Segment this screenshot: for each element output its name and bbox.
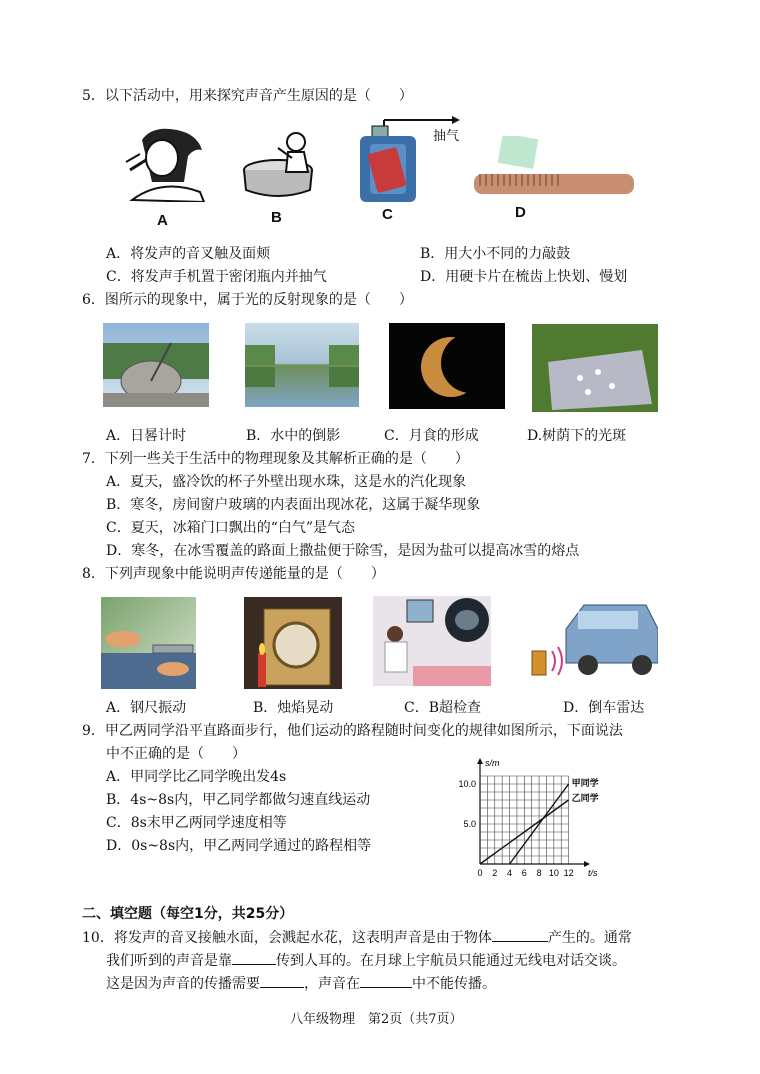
x-tick-label: 0: [477, 868, 483, 878]
y-tick-label: 5.0: [463, 819, 476, 829]
q8-image-ruler: [101, 597, 196, 689]
q5-image-d-label: D: [515, 204, 526, 221]
q5-stem: 5．以下活动中，用来探究声音产生原因的是（ ）: [82, 88, 413, 104]
x-tick-label: 6: [521, 868, 527, 878]
q8-option-c: C．B超检查: [404, 700, 481, 716]
q8-option-d: D．倒车雷达: [563, 700, 645, 716]
car-radar-icon: [528, 599, 658, 685]
q10-text: 传到人耳的。在月球上宇航员只能通过无线电对话交谈。: [276, 953, 626, 969]
q8-image-reversing-radar: [528, 599, 658, 685]
q6-option-d: D.树荫下的光斑: [527, 428, 627, 444]
light-spots-icon: [532, 324, 658, 412]
q10-text: 10．将发声的音叉接触水面，会溅起水花，这表明声音是由于物体: [82, 930, 492, 946]
y-tick-label: 10.0: [458, 779, 476, 789]
q7-option-a: A．夏天，盛冷饮的杯子外壁出现水珠，这是水的汽化现象: [106, 474, 467, 490]
q7-stem: 7．下列一些关于生活中的物理现象及其解析正确的是（ ）: [82, 451, 469, 467]
q9-stem-line1: 9．甲乙两同学沿平直路面步行，他们运动的路程随时间变化的规律如图所示，下面说法: [82, 723, 623, 739]
q10-blank-4[interactable]: [360, 973, 412, 988]
x-tick-label: 8: [536, 868, 542, 878]
q10-text: 这是因为声音的传播需要: [106, 976, 260, 992]
q5-option-b: B．用大小不同的力敲鼓: [420, 246, 571, 262]
q10-text: ，声音在: [304, 976, 360, 992]
page-footer: 八年级物理 第2页（共7页）: [290, 1012, 463, 1027]
series-label: 乙同学: [571, 793, 599, 803]
q5-option-a: A．将发声的音叉触及面颊: [106, 246, 271, 262]
series-label: 甲同学: [571, 778, 599, 788]
water-reflection-icon: [245, 323, 359, 407]
q10-text: 我们听到的声音是靠: [106, 953, 232, 969]
speaker-candle-icon: [244, 597, 342, 689]
q5-option-c: C．将发声手机置于密闭瓶内并抽气: [106, 269, 327, 285]
drum-icon: [238, 128, 333, 200]
q5-option-d: D．用硬卡片在梳齿上快划、慢划: [420, 269, 628, 285]
q10-text: 中不能传播。: [412, 976, 496, 992]
q6-image-reflection: [245, 323, 359, 407]
moon-eclipse-icon: [389, 323, 505, 409]
q10-line3: [106, 973, 496, 994]
y-axis-arrow: [477, 758, 483, 764]
q5-image-d: [470, 136, 640, 200]
q5-image-a-label: A: [157, 212, 168, 229]
x-tick-label: 2: [492, 868, 498, 878]
x-axis-arrow: [584, 861, 590, 867]
q10-line2: [106, 950, 626, 971]
x-axis-label: t/s: [588, 868, 598, 878]
q10-blank-1[interactable]: [492, 927, 548, 942]
section2-heading: 二、填空题（每空1分，共25分）: [82, 906, 294, 922]
x-tick-label: 4: [507, 868, 513, 878]
person-tuning-fork-icon: [122, 120, 214, 202]
q8-option-a: A．钢尺振动: [106, 700, 187, 716]
q9-option-a: A．甲同学比乙同学晚出发4s: [106, 769, 287, 785]
q8-image-ultrasound: [373, 596, 491, 686]
q8-image-candle: [244, 597, 342, 689]
q6-image-eclipse: [389, 323, 505, 409]
steel-ruler-icon: [101, 597, 196, 689]
y-axis-label: s/m: [485, 758, 500, 768]
q5-image-c-annotation: 抽气: [433, 129, 460, 144]
q10-blank-3[interactable]: [260, 973, 304, 988]
q10-text: 产生的。通常: [547, 930, 632, 946]
q9-option-d: D．0s~8s内，甲乙两同学通过的路程相等: [106, 838, 372, 854]
sundial-icon: [103, 323, 209, 407]
q5-image-a: [122, 120, 214, 202]
q9-option-b: B．4s~8s内，甲乙同学都做匀速直线运动: [106, 792, 371, 808]
q6-option-b: B．水中的倒影: [246, 428, 341, 444]
q9-stem-line2: 中不正确的是（ ）: [106, 746, 246, 762]
q6-option-c: C．月食的形成: [384, 428, 479, 444]
q9-distance-time-chart: [440, 756, 610, 882]
q8-option-b: B．烛焰晃动: [253, 700, 334, 716]
q10-blank-2[interactable]: [232, 950, 276, 965]
q7-option-b: B．寒冬，房间窗户玻璃的内表面出现冰花，这属于凝华现象: [106, 497, 481, 513]
q6-image-sundial: [103, 323, 209, 407]
q10-line1: [82, 927, 632, 948]
ultrasound-scan-icon: [373, 596, 491, 686]
q7-option-d: D．寒冬，在冰雪覆盖的路面上撒盐便于除雪，是因为盐可以提高冰雪的熔点: [106, 543, 580, 559]
q7-option-c: C．夏天，冰箱门口飘出的“白气”是气态: [106, 520, 356, 536]
q6-image-light-spots: [532, 324, 658, 412]
q5-image-b: [238, 128, 333, 200]
q9-option-c: C．8s末甲乙两同学速度相等: [106, 815, 287, 831]
x-tick-label: 12: [563, 868, 574, 878]
q8-stem: 8．下列声现象中能说明声传递能量的是（ ）: [82, 566, 385, 582]
comb-and-card-icon: [470, 136, 640, 200]
q6-stem: 6．图所示的现象中，属于光的反射现象的是（ ）: [82, 292, 413, 308]
q5-image-c-label: C: [382, 206, 393, 223]
x-tick-label: 10: [548, 868, 559, 878]
q5-image-b-label: B: [271, 209, 282, 226]
q6-option-a: A．日晷计时: [106, 428, 187, 444]
